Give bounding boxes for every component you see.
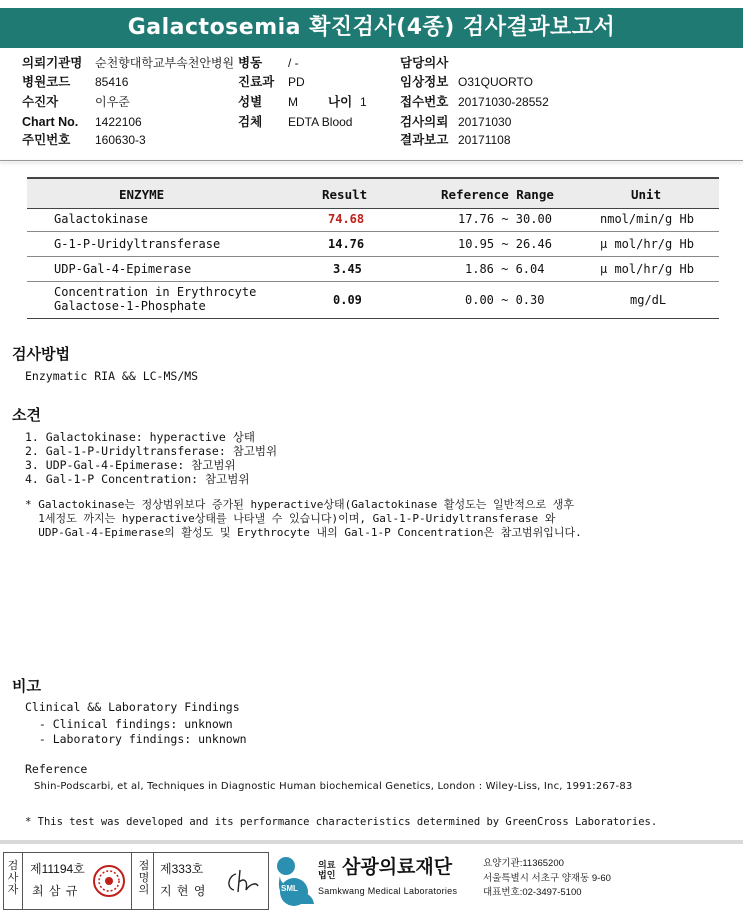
col-enzyme: ENZYME (119, 187, 165, 202)
label-receipt-no: 접수번호 (400, 95, 449, 109)
row-result: 14.76 (328, 237, 365, 251)
row-enzyme: Concentration in Erythrocyte (54, 285, 257, 299)
org-number: 요양기관:11365200 (483, 858, 564, 869)
value-hospital-code: 85416 (95, 75, 129, 89)
finding-item: 4. Gal-1-P Concentration: 참고범위 (25, 472, 250, 486)
value-patient: 이우준 (95, 95, 130, 109)
confirm-name: 지 현 영 (160, 884, 207, 898)
col-unit: Unit (631, 187, 662, 202)
signature-divider (22, 852, 23, 910)
row-result: 3.45 (333, 262, 362, 276)
signature-divider (153, 852, 154, 910)
label-resident-no: 주민번호 (22, 133, 71, 147)
finding-item: 2. Gal-1-P-Uridyltransferase: 참고범위 (25, 444, 278, 458)
label-clinical-info: 임상정보 (400, 75, 449, 89)
company-name: 삼광의료재단 (342, 856, 453, 878)
value-resident-no: 160630-3 (95, 133, 146, 147)
remarks-line: - Laboratory findings: unknown (25, 732, 247, 746)
row-unit: μ mol/hr/g Hb (600, 262, 694, 276)
value-request-date: 20171030 (458, 115, 512, 129)
examiner-license: 제11194호 (30, 862, 85, 876)
footer-divider (0, 840, 743, 844)
finding-item: 3. UDP-Gal-4-Epimerase: 참고범위 (25, 458, 236, 472)
value-age: 1 (360, 95, 367, 109)
value-ward: / - (288, 56, 299, 70)
row-result: 0.09 (333, 293, 362, 307)
method-heading: 검사방법 (12, 345, 70, 363)
row-divider (27, 231, 719, 232)
label-ward: 병동 (238, 56, 263, 70)
label-report-date: 결과보고 (400, 133, 449, 147)
row-unit: μ mol/hr/g Hb (600, 237, 694, 251)
remarks-line: - Clinical findings: unknown (25, 717, 233, 731)
corp-label-line2: 법인 (318, 870, 336, 880)
company-name-en: Samkwang Medical Laboratories (318, 886, 458, 896)
reference-text: Shin-Podscarbi, et al, Techniques in Diagnostic Human biochemical Genetics, London : Wiley-Liss, Inc, 1991:267-83 (34, 781, 633, 792)
examiner-label: 검사자 (7, 859, 19, 896)
row-enzyme: G-1-P-Uridyltransferase (54, 237, 221, 251)
label-hospital: 의뢰기관명 (22, 56, 83, 70)
row-enzyme: Galactokinase (54, 212, 148, 226)
company-badge: SML (281, 884, 298, 893)
row-enzyme: UDP-Gal-4-Epimerase (54, 262, 192, 276)
value-sex: M (288, 95, 298, 109)
findings-note: * Galactokinase는 정상범위보다 증가된 hyperactive상태(Galactokinase 활성도는 일반적으로 생후 (25, 498, 575, 511)
value-chart-no: 1422106 (95, 115, 142, 129)
row-unit: mg/dL (630, 293, 667, 307)
header-divider (0, 160, 743, 161)
company-phone: 대표번호:02-3497-5100 (483, 887, 582, 898)
company-address: 서울특별시 서초구 양재동 9-60 (483, 873, 611, 884)
findings-note: UDP-Gal-4-Epimerase의 활성도 및 Erythrocyte 내의 Gal-1-P Concentration은 참고범위입니다. (25, 526, 582, 539)
findings-note: 1세정도 까지는 hyperactive상태를 나타낼 수 있습니다)이며, Gal-1-P-Uridyltransferase 와 (25, 512, 556, 525)
method-text: Enzymatic RIA && LC-MS/MS (25, 369, 199, 383)
table-bottom-border (27, 318, 719, 319)
confirm-signature (222, 866, 262, 896)
corp-label (318, 860, 335, 880)
row-range: 17.76 ~ 30.00 (458, 212, 552, 226)
row-enzyme-line2: Galactose-1-Phosphate (54, 299, 206, 313)
label-age: 나이 (328, 95, 353, 109)
value-department: PD (288, 75, 305, 89)
company-logo (270, 852, 318, 908)
label-doctor: 담당의사 (400, 56, 449, 70)
label-department: 진료과 (238, 75, 275, 89)
col-result: Result (322, 187, 368, 202)
confirm-license: 제333호 (160, 862, 204, 876)
confirm-label: 점명의 (138, 859, 150, 896)
examiner-seal (92, 864, 126, 898)
value-report-date: 20171108 (458, 133, 511, 147)
value-specimen: EDTA Blood (288, 115, 353, 129)
row-divider (27, 281, 719, 282)
reference-label: Reference (25, 762, 88, 776)
disclaimer: * This test was developed and its performance characteristics determined by GreenCross Laboratories. (25, 816, 658, 828)
label-specimen: 검체 (238, 115, 263, 129)
report-title: Galactosemia 확진검사(4종) 검사결과보고서 (0, 8, 743, 48)
row-range: 10.95 ~ 26.46 (458, 237, 552, 251)
label-chart-no: Chart No. (22, 115, 79, 129)
col-reference-range: Reference Range (441, 187, 554, 202)
row-result: 74.68 (328, 212, 365, 226)
remarks-line: Clinical && Laboratory Findings (25, 700, 240, 714)
row-divider (27, 256, 719, 257)
remarks-heading: 비고 (12, 677, 41, 695)
finding-item: 1. Galactokinase: hyperactive 상태 (25, 430, 255, 444)
label-hospital-code: 병원코드 (22, 75, 71, 89)
examiner-name: 최 삼 규 (32, 884, 79, 898)
row-range: 0.00 ~ 0.30 (465, 293, 545, 307)
label-sex: 성별 (238, 95, 263, 109)
row-unit: nmol/min/g Hb (600, 212, 694, 226)
row-range: 1.86 ~ 6.04 (465, 262, 545, 276)
value-hospital: 순천향대학교부속천안병원 (95, 56, 235, 70)
corp-label-line1: 의료 (318, 860, 336, 870)
label-request-date: 검사의뢰 (400, 115, 449, 129)
value-receipt-no: 20171030-28552 (458, 95, 549, 109)
label-patient: 수진자 (22, 95, 59, 109)
value-clinical-info: O31QUORTO (458, 75, 533, 89)
signature-divider (131, 852, 132, 910)
findings-heading: 소견 (12, 406, 41, 424)
results-table-header (27, 177, 719, 209)
